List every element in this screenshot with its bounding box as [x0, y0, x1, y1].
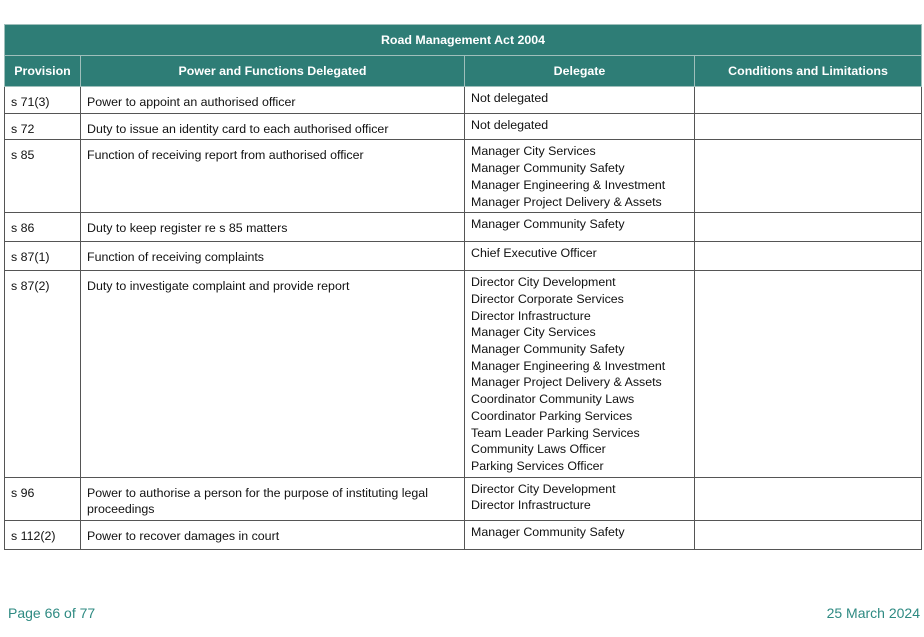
delegate-cell	[465, 242, 695, 271]
delegate-cell	[465, 213, 695, 242]
table-row	[5, 477, 922, 520]
delegate-item: Manager Community Safety	[471, 217, 625, 232]
table-row	[5, 271, 922, 477]
delegate-cell	[465, 140, 695, 213]
delegate-item: Chief Executive Officer	[471, 246, 597, 261]
table-row	[5, 521, 922, 550]
delegate-item: Manager Community Safety	[471, 342, 625, 357]
conditions-cell	[695, 242, 922, 271]
table-row	[5, 140, 922, 213]
conditions-cell	[695, 271, 922, 477]
delegate-item: Manager City Services	[471, 144, 596, 159]
power-cell: Power to appoint an authorised officer	[81, 87, 465, 114]
provision-cell: s 87(1)	[5, 242, 81, 271]
delegate-cell	[465, 113, 695, 140]
table-row	[5, 87, 922, 114]
power-cell: Function of receiving complaints	[81, 242, 465, 271]
delegate-cell	[465, 477, 695, 520]
delegate-item: Manager Project Delivery & Assets	[471, 375, 662, 390]
conditions-cell	[695, 477, 922, 520]
delegate-item: Manager Community Safety	[471, 161, 625, 176]
conditions-cell	[695, 87, 922, 114]
conditions-cell	[695, 140, 922, 213]
delegate-item: Not delegated	[471, 91, 549, 105]
delegate-item: Manager City Services	[471, 325, 596, 340]
header-conditions: Conditions and Limitations	[695, 56, 922, 87]
provision-cell: s 112(2)	[5, 521, 81, 550]
delegate-item: Community Laws Officer	[471, 442, 606, 457]
delegate-item: Parking Services Officer	[471, 458, 604, 473]
power-cell: Power to authorise a person for the purpose of instituting legal proceedings	[81, 477, 465, 520]
delegate-item: Director Infrastructure	[471, 308, 591, 323]
provision-cell: s 87(2)	[5, 271, 81, 477]
delegate-cell	[465, 521, 695, 550]
delegate-item: Director Infrastructure	[471, 498, 591, 513]
provision-cell: s 72	[5, 113, 81, 140]
delegations-table	[4, 24, 922, 550]
delegate-item: Director City Development	[471, 481, 616, 496]
page-number: Page 66 of 77	[8, 605, 96, 621]
delegate-item: Coordinator Community Laws	[471, 392, 635, 407]
table-row	[5, 242, 922, 271]
table-row	[5, 213, 922, 242]
conditions-cell	[695, 521, 922, 550]
delegate-item: Not delegated	[471, 117, 549, 132]
table-title: Road Management Act 2004	[5, 25, 922, 56]
power-cell: Duty to keep register re s 85 matters	[81, 213, 465, 242]
delegate-item: Manager Engineering & Investment	[471, 177, 666, 192]
delegate-item: Director City Development	[471, 275, 616, 290]
document-date: 25 March 2024	[826, 605, 920, 621]
header-delegate: Delegate	[465, 56, 695, 87]
header-provision: Provision	[5, 56, 81, 87]
delegate-item: Team Leader Parking Services	[471, 425, 640, 440]
delegate-item: Director Corporate Services	[471, 291, 624, 306]
delegate-item: Manager Engineering & Investment	[471, 358, 666, 373]
header-power: Power and Functions Delegated	[81, 56, 465, 87]
provision-cell: s 71(3)	[5, 87, 81, 114]
provision-cell: s 85	[5, 140, 81, 213]
delegate-cell	[465, 87, 695, 114]
delegate-item: Manager Project Delivery & Assets	[471, 194, 662, 209]
delegate-item: Manager Community Safety	[471, 525, 625, 540]
power-cell: Function of receiving report from authorised officer	[81, 140, 465, 213]
delegate-item: Coordinator Parking Services	[471, 408, 633, 423]
table-row	[5, 113, 922, 140]
provision-cell: s 86	[5, 213, 81, 242]
power-cell: Duty to investigate complaint and provide report	[81, 271, 465, 477]
power-cell: Duty to issue an identity card to each authorised officer	[81, 113, 465, 140]
conditions-cell	[695, 213, 922, 242]
table-body	[5, 87, 922, 550]
conditions-cell	[695, 113, 922, 140]
provision-cell: s 96	[5, 477, 81, 520]
delegate-cell	[465, 271, 695, 477]
power-cell: Power to recover damages in court	[81, 521, 465, 550]
